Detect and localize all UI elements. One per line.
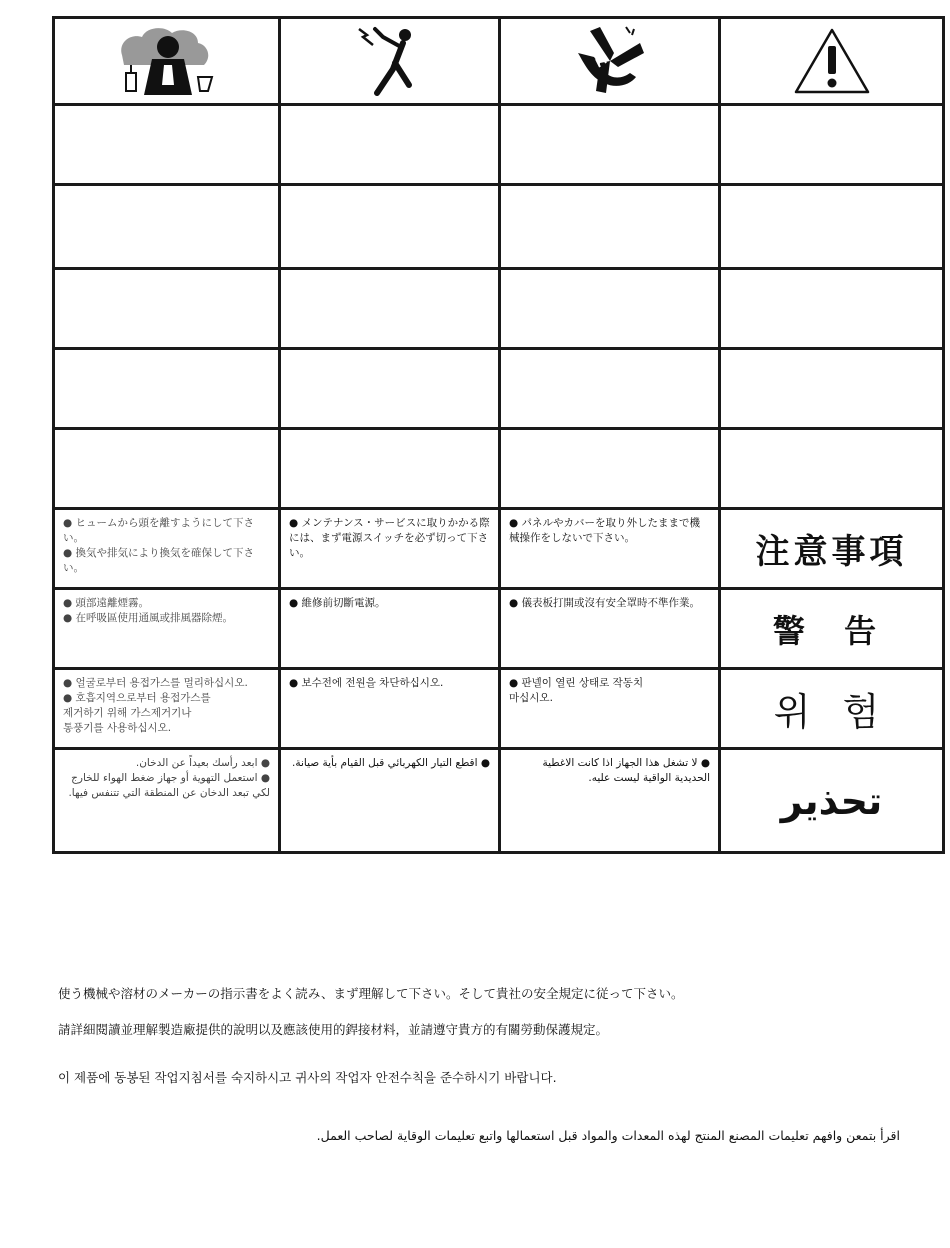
ar-fumes-text: ● ابعد رأسك بعيداً عن الدخان. ● استعمل التهوية أو جهاز ضغط الهواء للخارج لكي تبعد الدخان عن المنطقة التي تتنفس فيها. bbox=[54, 749, 280, 853]
zh-heading: 警 告 bbox=[720, 589, 944, 669]
row-arabic bbox=[54, 749, 944, 853]
instruction-korean: 이 제품에 동봉된 작업지침서를 숙지하시고 귀사의 작업자 안전수칙을 준수하시기 바랍니다. bbox=[58, 1070, 557, 1085]
fumes-gas-icon bbox=[112, 25, 222, 97]
ja-moving-text: ● パネルやカバーを取り外したままで機械操作をしないで下さい。 bbox=[500, 509, 720, 589]
blank-row bbox=[54, 349, 944, 429]
ar-heading: تحذير bbox=[720, 749, 944, 853]
row-korean bbox=[54, 669, 944, 749]
instruction-japanese: 使う機械や溶材のメーカーの指示書をよく読み、まず理解して下さい。そして貴社の安全規定に従って下さい。 bbox=[58, 986, 684, 1001]
blank-row bbox=[54, 185, 944, 269]
icon-cell-moving-parts bbox=[500, 18, 720, 105]
instruction-arabic: اقرأ بتمعن وافهم تعليمات المصنع المنتج لهذه المعدات والمواد قبل استعمالها واتبع تعليمات الوقاية لصاحب العمل. bbox=[316, 1128, 900, 1143]
ko-shock-text: ● 보수전에 전원을 차단하십시오. bbox=[280, 669, 500, 749]
warning-sheet bbox=[52, 16, 942, 850]
warning-table bbox=[52, 16, 945, 854]
ko-heading: 위 험 bbox=[720, 669, 944, 749]
ja-heading: 注意事項 bbox=[720, 509, 944, 589]
blank-row bbox=[54, 429, 944, 509]
zh-shock-text: ● 維修前切斷電源。 bbox=[280, 589, 500, 669]
ja-fumes-text: ● ヒュームから頭を離すようにして下さい。 ● 換気や排気により換気を確保して下さい。 bbox=[54, 509, 280, 589]
icon-row bbox=[54, 18, 944, 105]
zh-moving-text: ● 儀表板打開或沒有安全罩時不準作業。 bbox=[500, 589, 720, 669]
ko-moving-text: ● 판넬이 열린 상태로 작동치 마십시오. bbox=[500, 669, 720, 749]
row-chinese bbox=[54, 589, 944, 669]
zh-fumes-text: ● 頭部遠離煙霧。 ● 在呼吸區使用通風或排風器除煙。 bbox=[54, 589, 280, 669]
ko-fumes-text: ● 얼굴로부터 용접가스를 멀리하십시오. ● 호흡지역으로부터 용접가스를 제거하기 위해 가스제거기나 통풍기를 사용하십시오. bbox=[54, 669, 280, 749]
moving-parts-hand-icon bbox=[570, 23, 650, 99]
blank-row bbox=[54, 269, 944, 349]
icon-cell-warning bbox=[720, 18, 944, 105]
electric-shock-icon bbox=[355, 23, 425, 99]
blank-row bbox=[54, 105, 944, 185]
warning-triangle-icon bbox=[792, 26, 872, 96]
instruction-chinese: 請詳細閱讀並理解製造廠提供的說明以及應該使用的銲接材料，並請遵守貴方的有關勞動保護規定。 bbox=[58, 1022, 609, 1037]
ar-shock-text: ● اقطع التيار الكهربائي قبل القيام بأية صيانة. bbox=[280, 749, 500, 853]
icon-cell-fumes bbox=[54, 18, 280, 105]
icon-cell-shock bbox=[280, 18, 500, 105]
row-japanese bbox=[54, 509, 944, 589]
ar-moving-text: ● لا تشغل هذا الجهاز اذا كانت الاغطية الحديدية الواقية ليست عليه. bbox=[500, 749, 720, 853]
ja-shock-text: ● メンテナンス・サービスに取りかかる際には、まず電源スイッチを必ず切って下さい。 bbox=[280, 509, 500, 589]
